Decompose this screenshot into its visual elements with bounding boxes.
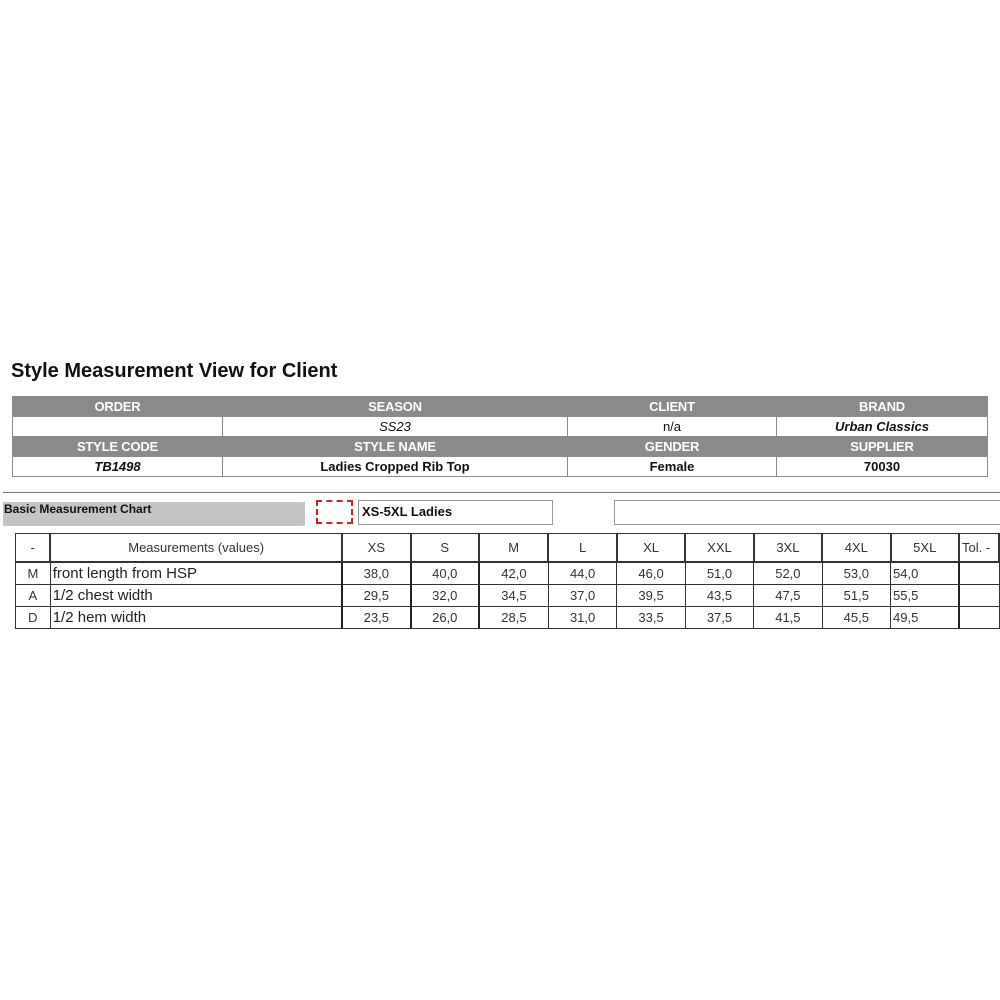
col-header-size: 3XL (754, 534, 822, 563)
client-value: n/a (568, 417, 777, 437)
cell-value[interactable]: 54,0 (891, 562, 959, 585)
order-header: ORDER (13, 397, 223, 417)
cell-value[interactable]: 40,0 (411, 562, 479, 585)
season-value: SS23 (223, 417, 568, 437)
cell-value[interactable]: 41,5 (754, 607, 822, 629)
cell-value[interactable]: 33,5 (617, 607, 685, 629)
brand-header: BRAND (777, 397, 988, 417)
row-measurement-name: 1/2 hem width (50, 607, 342, 629)
table-row (16, 607, 1000, 629)
col-header-size: L (548, 534, 616, 563)
info-header-row (13, 437, 988, 457)
page-title: Style Measurement View for Client (11, 360, 338, 382)
measurement-table (15, 533, 1000, 629)
style-code-value: TB1498 (13, 457, 223, 477)
style-info-table (12, 396, 988, 477)
cell-tolerance[interactable] (959, 562, 999, 585)
supplier-value: 70030 (777, 457, 988, 477)
notes-field[interactable] (614, 500, 1000, 525)
measurement-header-row (16, 534, 1000, 563)
client-header: CLIENT (568, 397, 777, 417)
cell-value[interactable]: 26,0 (411, 607, 479, 629)
cell-value[interactable]: 53,0 (822, 562, 890, 585)
row-measurement-name: front length from HSP (50, 562, 342, 585)
col-header-size: M (479, 534, 548, 563)
cell-value[interactable]: 32,0 (411, 585, 479, 607)
cell-value[interactable]: 29,5 (342, 585, 410, 607)
section-divider (3, 492, 1000, 493)
cell-value[interactable]: 51,5 (822, 585, 890, 607)
col-header-size: XXL (685, 534, 753, 563)
info-value-row (13, 417, 988, 437)
table-row (16, 562, 1000, 585)
selection-marker[interactable] (316, 500, 353, 524)
col-header-tolerance: Tol. - (959, 534, 999, 563)
supplier-header: SUPPLIER (777, 437, 988, 457)
cell-value[interactable]: 37,0 (548, 585, 616, 607)
cell-value[interactable]: 55,5 (891, 585, 959, 607)
cell-value[interactable]: 49,5 (891, 607, 959, 629)
cell-value[interactable]: 44,0 (548, 562, 616, 585)
info-header-row (13, 397, 988, 417)
style-name-header: STYLE NAME (223, 437, 568, 457)
cell-value[interactable]: 46,0 (617, 562, 685, 585)
gender-value: Female (568, 457, 777, 477)
col-header-code: - (16, 534, 51, 563)
cell-tolerance[interactable] (959, 585, 999, 607)
cell-value[interactable]: 42,0 (479, 562, 548, 585)
style-code-header: STYLE CODE (13, 437, 223, 457)
style-name-value: Ladies Cropped Rib Top (223, 457, 568, 477)
cell-value[interactable]: 37,5 (685, 607, 753, 629)
row-code: M (16, 562, 51, 585)
cell-tolerance[interactable] (959, 607, 999, 629)
cell-value[interactable]: 51,0 (685, 562, 753, 585)
cell-value[interactable]: 28,5 (479, 607, 548, 629)
size-range-field[interactable]: XS-5XL Ladies (358, 500, 553, 525)
col-header-size: 4XL (822, 534, 890, 563)
order-value (13, 417, 223, 437)
cell-value[interactable]: 52,0 (754, 562, 822, 585)
table-row (16, 585, 1000, 607)
cell-value[interactable]: 23,5 (342, 607, 410, 629)
cell-value[interactable]: 45,5 (822, 607, 890, 629)
row-code: A (16, 585, 51, 607)
col-header-size: XL (617, 534, 685, 563)
cell-value[interactable]: 43,5 (685, 585, 753, 607)
brand-value: Urban Classics (777, 417, 988, 437)
chart-label: Basic Measurement Chart (3, 502, 305, 526)
col-header-size: S (411, 534, 479, 563)
col-header-size: XS (342, 534, 410, 563)
col-header-size: 5XL (891, 534, 959, 563)
cell-value[interactable]: 31,0 (548, 607, 616, 629)
cell-value[interactable]: 39,5 (617, 585, 685, 607)
col-header-measurement: Measurements (values) (50, 534, 342, 563)
gender-header: GENDER (568, 437, 777, 457)
season-header: SEASON (223, 397, 568, 417)
row-code: D (16, 607, 51, 629)
info-value-row (13, 457, 988, 477)
cell-value[interactable]: 34,5 (479, 585, 548, 607)
row-measurement-name: 1/2 chest width (50, 585, 342, 607)
cell-value[interactable]: 38,0 (342, 562, 410, 585)
cell-value[interactable]: 47,5 (754, 585, 822, 607)
